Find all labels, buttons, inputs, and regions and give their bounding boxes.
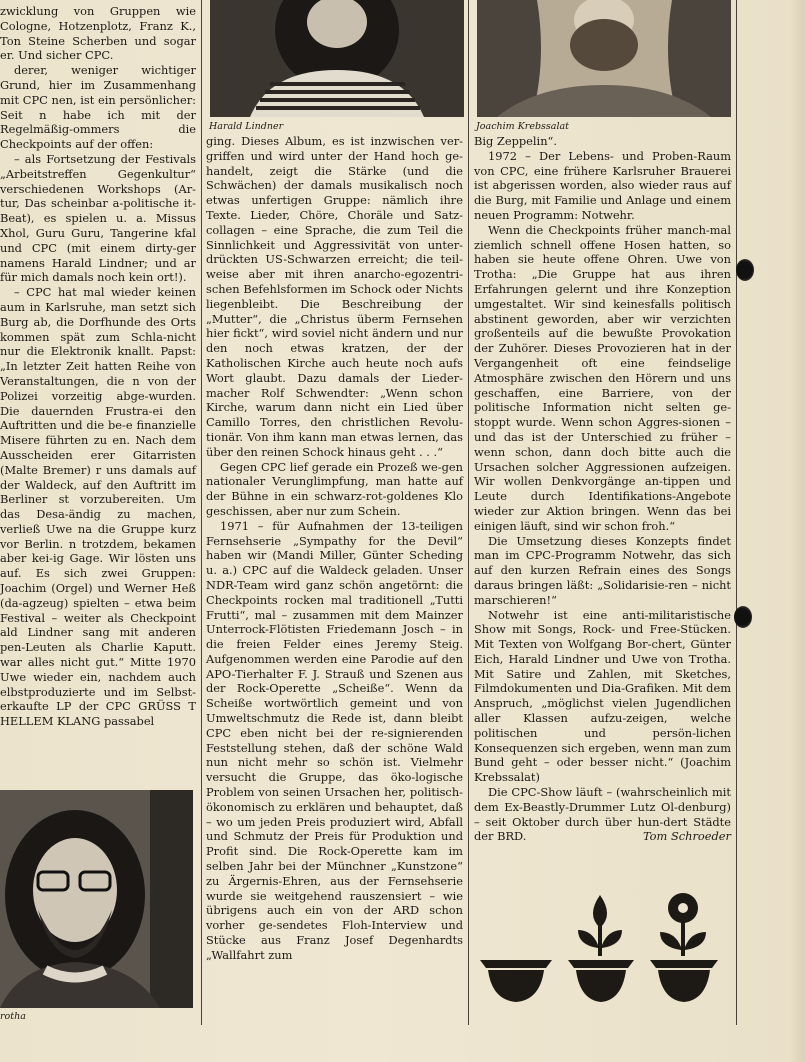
middle-paragraph-1: ging. Dieses Album, es ist inzwischen ver-griffen und wird unter der Hand hoch ge-handelt, zeigt die Stärke (und die Schwächen) der damals musikalisch noch etwas unfertigen Gruppe: nämlich ihre Texte. Lieder, Chöre, Choräle und Satz-collagen – eine Sprache, die zum Teil die Sinnlichkeit und Aggressivität von unter-drückten US-Schwarzen erreicht; die teil-weise aber mit ihren anarcho-egozentri-schen Befehlsformen im Schock oder Nichts liegenbleibt. Die Beschreibung der „Mutter“, die „Christus überm Fernsehen hier fickt“, wird soviel nicht ändern und nur den noch etwas kratzen, der der Katholischen Kirche auch heute noch aufs Wort glaubt. Dazu damals der Lieder-macher Rolf Schwendter: „Wenn schon Kirche, warum dann nicht ein Lied über Camillo Torres, den christlichen Revolu-tionär. Von ihm kann man etwas lernen, das über den reinen Schock hinaus geht . . .“ — [206, 134, 463, 459]
plant-middle-icon — [568, 895, 634, 1002]
article-column-right — [474, 134, 731, 844]
page-edge — [791, 0, 805, 1062]
right-paragraph-2: 1972 – Der Lebens- und Proben-Raum von CPC, eine frühere Karlsruher Brauerei ist abgerissen worden, also wieder raus auf die Burg, mit Familie und Anlage und einem neuen Programm: Notwehr. — [474, 148, 731, 222]
right-paragraph-3: Wenn die Checkpoints früher manch-mal ziemlich schnell offene Hosen hatten, so haben sie heute offene Ohren. Uwe von Trotha: „Die Gruppe hat aus ihren Erfahrungen gelernt und ihre Konzeption umgestaltet. Wir sind keinesfalls politisch abstinent geworden, aber wir verzichten großenteils auf die bewußte Provokation der Zuhörer. Dieses Provozieren hat in der Vergangenheit oft eine feindselige Atmosphäre zwischen den Hörern und uns geschaffen, eine Barriere, von der politische Information nicht selten ge-stoppt wurde. Wenn schon Aggres-sionen – und das ist der Unterschied zu früher – wenn schon, dann doch bitte auch die Ursachen solcher Aggressionen aufzeigen. Wir wollen Denkvorgänge an-tippen und Leute durch Identifikations-Angebote wieder zur Aktion bringen. Wenn das bei einigen läuft, sind wir schon froh.“ — [474, 222, 731, 533]
left-paragraph-2: derer, weniger wichtiger Grund, hier im Zusammenhang mit CPC nen, ist ein persönlicher: Seit n habe ich mit der Regelmäßig-ommers die Checkpoints auf der offen: — [0, 63, 196, 152]
article-column-middle — [206, 134, 463, 963]
page-edge-rule — [736, 0, 737, 1025]
author-signature: Tom Schroeder — [642, 829, 731, 844]
caption-joachim-krebssalat: Joachim Krebssalat — [476, 121, 569, 132]
flower-pot-logo — [478, 890, 728, 1005]
right-paragraph-4: Die Umsetzung dieses Konzepts findet man im CPC-Programm Notwehr, das sich auf den kurzen Refrain eines des Songs daraus bringen läßt: „Solidarisie-ren – nicht marschieren!“ — [474, 533, 731, 607]
right-paragraph-1: Big Zeppelin“. — [474, 134, 557, 148]
left-paragraph-1: zwicklung von Gruppen wie Cologne, Hotzenplotz, Franz K., Ton Steine Scherben und sogar er. Und sicher CPC. — [0, 4, 196, 63]
binder-hole-bottom — [734, 606, 752, 628]
middle-paragraph-3: 1971 – für Aufnahmen der 13-teiligen Fernsehserie „Sympathy for the Devil“ haben wir (Mandi Miller, Günter Scheding u. a.) CPC auf die Waldeck geladen. Unser NDR-Team wird ganz schön angetörnt: die Checkpoints rocken mal traditionell „Tutti Frutti“, mal – zusammen mit dem Mainzer Unterrock-Flötisten Friedemann Josch – in die freien Felder eines Jeremy Steig. Aufgenommen werden eine Parodie auf den APO-Tierhalter F. J. Strauß und Szenen aus der Rock-Operette „Scheiße“. Wenn da Scheiße wortwörtlich gemeint und von Umweltschmutz die Rede ist, dann bleibt CPC eben nicht bei der re-signierenden Feststellung stehen, daß der schöne Wald nun nicht mehr so schön ist. Vielmehr versucht die Gruppe, das öko-logische Problem von seinen Ursachen her, politisch-ökonomisch zu erklären und behauptet, daß – wo um jeden Preis produziert wird, Abfall und Schmutz der Preis für Produktion und Profit sind. Die Rock-Operette kam im selben Jahr bei der Münchner „Kunstzone“ zu Ärgernis-Ehren, aus der Fernsehserie wurde sie weitgehend rauszensiert – wie übrigens auch ein von der ARD schon vorher ge-sendetes Floh-Interview und Stücke aus Franz Josef Degenhardts „Wallfahrt zum — [206, 518, 463, 962]
binder-hole-top — [736, 259, 754, 281]
photo-harald-lindner — [210, 0, 464, 117]
pot-left-icon — [480, 960, 552, 1002]
right-paragraph-6 — [474, 785, 731, 844]
right-paragraph-5: Notwehr ist eine anti-militaristische Show mit Songs, Rock- und Free-Stücken. Mit Texten von Wolfgang Bor-chert, Günter Eich, Harald Lindner und Uwe von Trotha. Mit Satire und Zahlen, mit Sketches, Filmdokumenten und Dia-Grafiken. Mit dem Anspruch, „möglichst vielen Jugendlichen aller Klassen aufzu-zeigen, welche politischen und persön-lichen Konsequenzen sich ergeben, wenn man zum Bund geht – oder besser nicht.“ (Joachim Krebssalat) — [474, 607, 731, 785]
column-rule-right — [468, 0, 469, 1025]
flower-right-icon — [650, 893, 718, 1002]
photo-uwe-von-trotha — [0, 790, 193, 1008]
left-paragraph-4: – CPC hat mal wieder keinen aum in Karlsruhe, man setzt sich Burg ab, die Dorfhunde des Orts kommen spät zum Schla-nicht nur die Elektronik knallt. Papst: „In letzter Zeit hatten Reihe von Veranstaltungen, die n von der Polizei vorzeitig abge-wurden. Die dauernden Frustra-ei den Auftritten und die be-e finanzielle Misere führten zu en. Nach dem Ausscheiden erer Gitarristen (Malte Bremer) r uns damals auf der Waldeck, auf den Auftritt im Berliner st vorzubereiten. Um das Desa-ändig zu machen, verließ Uwe na die Gruppe kurz vor Berlin. n trotzdem, bekamen aber kei-ig Gage. Wir lösten uns auf. Es sich zwei Gruppen: Joachim (Orgel) und Werner Heß (da-agzeug) spielten – etwa beim Festival – weiter als Checkpoint ald Lindner sang mit anderen pen-Leuten als Charlie Kaputt. war alles nicht gut.“ Mitte 1970 Uwe wieder ein, nachdem auch elbstproduzierte und im Selbst-erkaufte LP der CPC GRÜSS T HELLEM KLANG passabel — [0, 285, 196, 729]
caption-harald-lindner: Harald Lindner — [209, 121, 284, 132]
caption-uwe-von-trotha: rotha — [0, 1011, 26, 1022]
left-paragraph-3: – als Fortsetzung der Festivals „Arbeitstreffen Gegenkultur“ verschiedenen Workshops (Ar-tur, Das scheinbar a-politische it-Beat), es spielen u. a. Missus Xhol, Guru Guru, Tangerine kfal und CPC (mit einem dirty-ger namens Harald Lindner; und ar für mich damals noch kein ort!). — [0, 151, 196, 285]
middle-paragraph-2: Gegen CPC lief gerade ein Prozeß we-gen nationaler Verunglimpfung, man hatte auf der Bühne in ein schwarz-rot-goldenes Klo geschissen, aber nur zum Schein. — [206, 459, 463, 518]
right-paragraph-6-text: Die CPC-Show läuft – (wahrscheinlich mit dem Ex-Beastly-Drummer Lutz Ol-denburg) – seit Oktober durch über hun-dert Städte der BRD. — [474, 785, 731, 844]
photo-joachim-krebssalat — [477, 0, 731, 117]
article-column-left — [0, 4, 196, 729]
column-rule-left — [201, 0, 202, 1025]
